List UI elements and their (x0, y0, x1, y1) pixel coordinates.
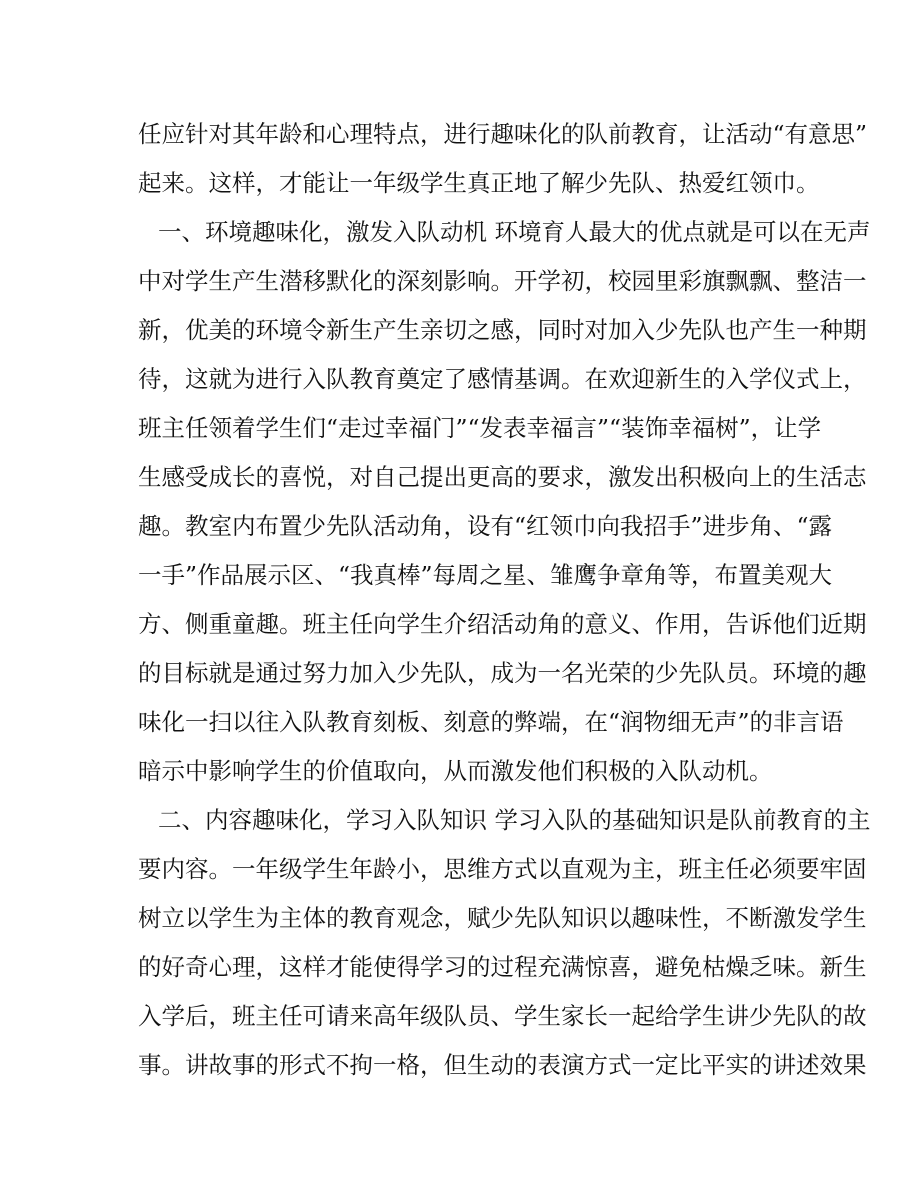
text-line: 班主任领着学生们“走过幸福门”“发表幸福言”“装饰幸福树”，让学 (138, 414, 822, 442)
text-line: 趣。教室内布置少先队活动角，设有“红领巾向我招手”进步角、“露 (138, 512, 833, 540)
text-line: 暗示中影响学生的价值取向，从而激发他们积极的入队动机。 (138, 757, 773, 785)
section-heading-line: 二、内容趣味化，学习入队知识 学习入队的基础知识是队前教育的主 (158, 806, 871, 834)
text-line: 的好奇心理，这样才能使得学习的过程充满惊喜，避免枯燥乏味。新生 (138, 953, 867, 981)
text-line: 的目标就是通过努力加入少先队，成为一名光荣的少先队员。环境的趣 (138, 659, 867, 687)
text-line: 中对学生产生潜移默化的深刻影响。开学初，校园里彩旗飘飘、整洁一 (138, 267, 867, 295)
text-line: 新，优美的环境令新生产生亲切之感，同时对加入少先队也产生一种期 (138, 316, 867, 344)
text-line: 味化一扫以往入队教育刻板、刻意的弊端，在“润物细无声”的非言语 (138, 708, 844, 736)
text-line: 树立以学生为主体的教育观念，赋少先队知识以趣味性，不断激发学生 (138, 904, 867, 932)
text-line: 待，这就为进行入队教育奠定了感情基调。在欢迎新生的入学仪式上， (138, 365, 867, 393)
text-line: 入学后，班主任可请来高年级队员、学生家长一起给学生讲少先队的故 (138, 1002, 867, 1030)
text-line: 起来。这样，才能让一年级学生真正地了解少先队、热爱红领巾。 (138, 169, 820, 197)
section-heading-line: 一、环境趣味化，激发入队动机 环境育人最大的优点就是可以在无声 (158, 218, 871, 246)
text-line: 事。讲故事的形式不拘一格，但生动的表演方式一定比平实的讲述效果 (138, 1051, 867, 1079)
text-line: 要内容。一年级学生年龄小，思维方式以直观为主，班主任必须要牢固 (138, 855, 867, 883)
text-line: 生感受成长的喜悦，对自己提出更高的要求，激发出积极向上的生活志 (138, 463, 867, 491)
text-line: 方、侧重童趣。班主任向学生介绍活动角的意义、作用，告诉他们近期 (138, 610, 867, 638)
text-line: 一手”作品展示区、“我真棒”每周之星、雏鹰争章角等，布置美观大 (138, 561, 833, 589)
text-line: 任应针对其年龄和心理特点，进行趣味化的队前教育，让活动“有意思” (138, 120, 868, 148)
